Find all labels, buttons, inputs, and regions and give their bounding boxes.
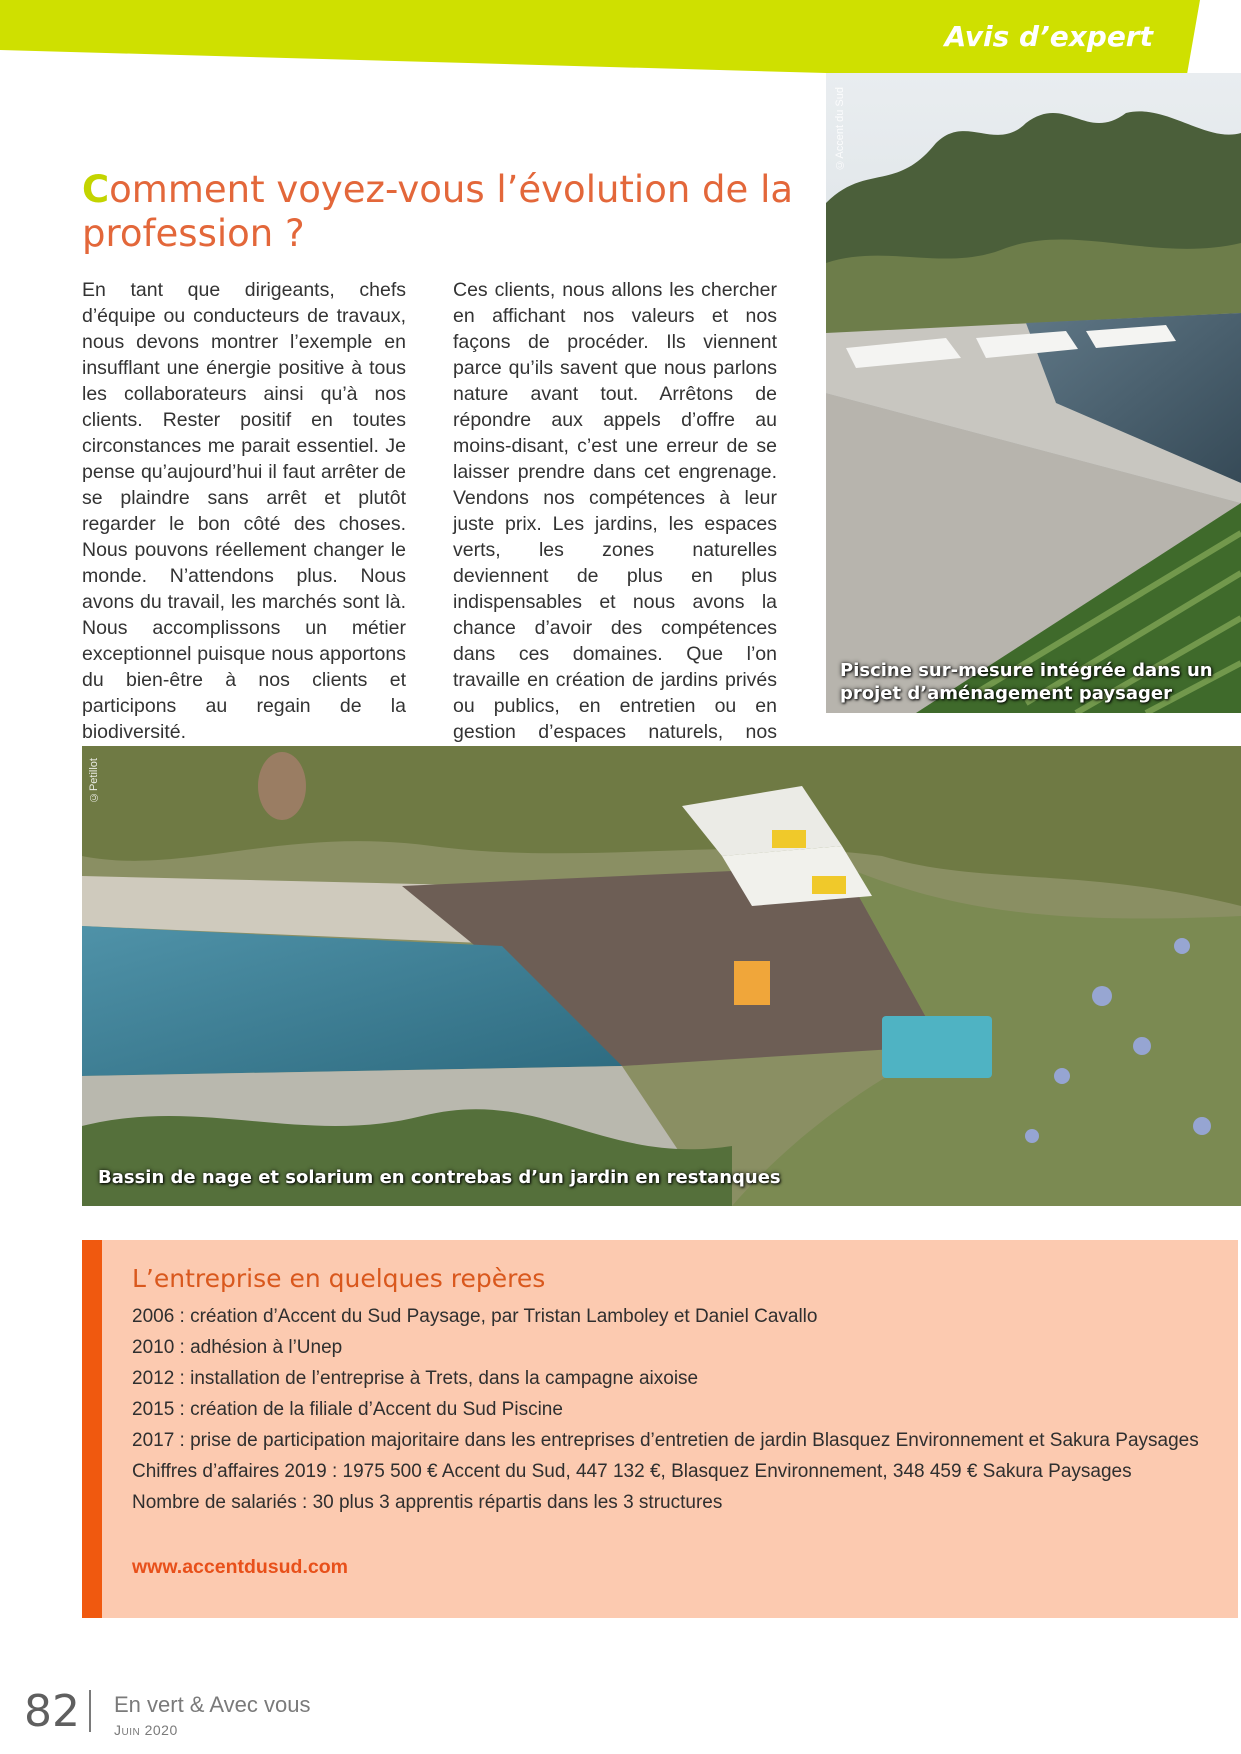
photo-credit: ©Accent du Sud <box>834 87 846 171</box>
footer-divider <box>89 1690 91 1732</box>
article-column-left: En tant que dirigeants, chefs d’équipe ou conducteurs de travaux, nous devons montrer l’exemple en insufflant une énergie positive à tous les collaborateurs ainsi qu’à nos clients. Rester positif en toutes circonstances me parait essentiel. Je pense qu’aujourd’hui il faut arrêter de se plaindre sans arrêt et plutôt regarder le bon côté des choses. Nous pouvons réellement changer le monde. N’attendons plus. Nous avons du travail, les marchés sont là. Nous accomplissons un métier exceptionnel puisque nous apportons du bien-être à nos clients et participons au regain de la biodiversité. <box>82 279 406 743</box>
photo-credit: ©Petillot <box>88 758 100 804</box>
magazine-title: En vert & Avec vous <box>114 1692 311 1717</box>
list-item: Chiffres d’affaires 2019 : 1975 500 € Accent du Sud, 447 132 €, Blasquez Environnement, 348 459 € Sakura Paysages <box>132 1461 1132 1482</box>
company-facts-box <box>82 1240 1238 1618</box>
section-label: Avis d’expert <box>944 20 1153 53</box>
list-item: 2010 : adhésion à l’Unep <box>132 1337 343 1358</box>
photo-pool-deck <box>826 73 1241 713</box>
photo-caption: Bassin de nage et solarium en contrebas d’un jardin en restanques <box>98 1167 781 1188</box>
list-item: 2015 : création de la filiale d’Accent du Sud Piscine <box>132 1399 563 1420</box>
photo-swimming-pool <box>82 746 1241 1206</box>
article-heading <box>82 168 802 256</box>
photo-caption: Piscine sur-mesure intégrée dans un projet d’aménagement paysager <box>840 660 1213 704</box>
list-item: Nombre de salariés : 30 plus 3 apprentis répartis dans les 3 structures <box>132 1492 723 1513</box>
issue-date: Juin 2020 <box>114 1722 178 1738</box>
heading-text: omment voyez-vous l’évolution de la profession ? <box>82 168 794 255</box>
list-item: 2006 : création d’Accent du Sud Paysage, par Tristan Lamboley et Daniel Cavallo <box>132 1306 818 1327</box>
box-accent-bar <box>82 1240 102 1618</box>
website-link[interactable]: www.accentdusud.com <box>132 1556 348 1578</box>
list-item: 2012 : installation de l’entreprise à Trets, dans la campagne aixoise <box>132 1368 699 1389</box>
section-band <box>0 0 1241 80</box>
facts-list <box>132 1304 1212 1521</box>
page-number: 82 <box>24 1686 80 1737</box>
heading-initial: C <box>82 168 110 211</box>
list-item: 2017 : prise de participation majoritaire dans les entreprises d’entretien de jardin Blasquez Environnement et Sakura Paysages <box>132 1430 1199 1451</box>
article-column-right: Ces clients, nous allons les chercher en affichant nos valeurs et nos façons de procéder. Ils viennent parce qu’ils savent que nous parlons nature avant tout. Arrêtons de répondre aux appels d’offre au moins-disant, c’est une erreur de se laisser prendre dans cet engrenage. Vendons nos compétences à leur juste prix. Les jardins, les espaces verts, les zones naturelles deviennent de plus en plus indispensables et nous avons la chance d’avoir des compétences dans ces domaines. Que l’on travaille en création de jardins privés ou publics, en entretien ou en gestion d’espaces naturels, nos <box>453 279 777 743</box>
box-title: L’entreprise en quelques repères <box>132 1264 546 1293</box>
